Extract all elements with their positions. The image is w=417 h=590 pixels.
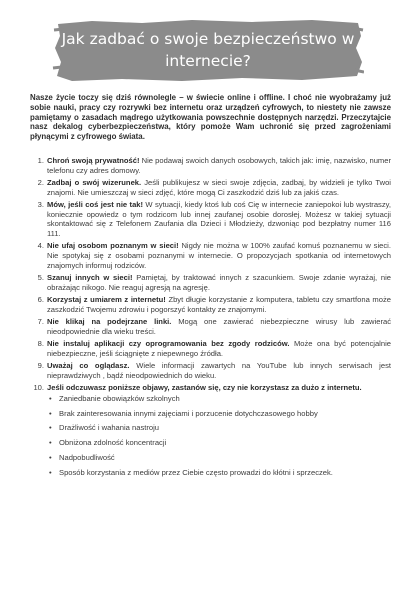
rule-text: Wiele informacji zawartych na YouTube lub innych serwisach jest nieprawdziwych , bądź nieodpowiednich do wieku. (47, 361, 391, 380)
rules-list (30, 156, 391, 483)
rule-text: Pamiętaj, by traktować innych z szacunkiem. Swoje zdanie wyrażaj, nie obrażając nikogo. Nie reaguj agresją na agresję. (47, 273, 391, 292)
title-banner (52, 18, 364, 84)
bullet-icon: • (49, 467, 52, 477)
rule-number: 3. (37, 200, 44, 209)
symptom-text: Obniżona zdolność koncentracji (59, 438, 167, 448)
rule-text: Jeśli publikujesz w sieci swoje zdjęcia, zadbaj, by widzieli je tylko Twoi znajomi. Nie umieszczaj w sieci zdjęć, które mogą Ci zaszkodzić dziś lub za jakiś czas. (47, 178, 391, 197)
rule-lead: Nie instaluj aplikacji czy oprogramowania bez zgody rodziców. (47, 339, 290, 349)
symptom-item (47, 409, 391, 419)
page-title (52, 28, 364, 72)
rule-text: Nigdy nie można w 100% zaufać komuś poznanemu w sieci. Nie spotykaj się z osobami poznanymi w internecie. O propozycjach spotkania od internetowych znajomych informuj rodziców. (47, 241, 391, 270)
rule-item (30, 178, 391, 197)
rule-item (30, 273, 391, 292)
rule-text: Może ona być potencjalnie niebezpieczne, jeśli ściągnięte z niepewnego źródła. (47, 339, 391, 358)
rule-item (30, 156, 391, 175)
rule-number: 1. (37, 156, 44, 165)
intro-paragraph: Nasze życie toczy się dziś równolegle – w świecie online i offline. I choć nie wyobrażamy już sobie nauki, pracy czy rozrywki bez internetu oraz urządzeń cyfrowych, to niestety nie zawsze pamiętamy o zasadach mądrego użytkowania powszechnie dostępnych narzędzi. Przeczytajcie nasz dekalog cyberbezpieczeństwa, który pomoże Wam uchronić się przed zagrożeniami płynącymi z cyfrowego świata. (30, 93, 391, 142)
rule-item (30, 383, 391, 477)
symptom-text: Zaniedbanie obowiązków szkolnych (59, 393, 180, 403)
rule-item (30, 241, 391, 270)
rule-text: W sytuacji, kiedy ktoś lub coś Cię w internecie zaniepokoi lub wystraszy, koniecznie opowiedz o tym rodzicom lub innej zaufanej osobie dorosłej. Możesz w takiej sytuacji skontaktować się z Telefonem Zaufania dla Dzieci i Młodzieży, dzwoniąc pod bezpłatny numer 116 111. (47, 200, 391, 239)
title-line-2: internecie? (165, 52, 251, 70)
rule-text: Zbyt długie korzystanie z komputera, tabletu czy smartfona może zaszkodzić Twojemu zdrowiu i pogorszyć kontakty ze znajomymi. (47, 295, 391, 314)
bullet-icon: • (49, 393, 52, 403)
bullet-icon: • (49, 408, 52, 418)
symptom-text: Nadpobudliwość (59, 453, 115, 462)
rule-lead: Nie klikaj na podejrzane linki. (47, 317, 172, 327)
symptom-text: Brak zainteresowania innymi zajęciami i porzucenie dotychczasowego hobby (59, 408, 318, 418)
rule-number: 5. (37, 273, 44, 283)
rule-lead: Chroń swoją prywatność! (47, 156, 140, 165)
rule-number: 6. (37, 295, 44, 305)
rule-lead: Zadbaj o swój wizerunek. (47, 178, 142, 187)
rule-lead: Szanuj innych w sieci! (47, 273, 133, 283)
bullet-icon: • (49, 423, 52, 433)
rule-text: Mogą one zawierać niebezpieczne wirusy lub zawierać nieodpowiednie dla wieku treści. (47, 317, 391, 336)
symptom-item (47, 453, 391, 463)
rule-number: 4. (37, 241, 44, 251)
symptoms-list (47, 394, 391, 477)
title-line-1: Jak zadbać o swoje bezpieczeństwo w (61, 30, 355, 48)
symptom-item (47, 394, 391, 404)
rule-item (30, 200, 391, 239)
rule-lead: Nie ufaj osobom poznanym w sieci! (47, 241, 179, 251)
bullet-icon: • (49, 438, 52, 448)
rule-item (30, 295, 391, 314)
symptom-text: Sposób korzystania z mediów przez Ciebie często prowadzi do kłótni i sprzeczek. (59, 467, 333, 477)
rule-item (30, 317, 391, 336)
rule-lead: Korzystaj z umiarem z internetu! (47, 295, 166, 305)
rule-lead: Uważaj co oglądasz. (47, 361, 130, 371)
rule-number: 7. (37, 317, 44, 327)
rule-item (30, 361, 391, 380)
rule-item (30, 339, 391, 358)
symptom-item (47, 468, 391, 478)
rule-lead: Mów, jeśli coś jest nie tak! (47, 200, 144, 209)
rule-number: 2. (37, 178, 44, 187)
rule-number: 9. (37, 361, 44, 371)
rule-number: 10. (33, 383, 44, 393)
symptom-text: Drażliwość i wahania nastroju (59, 423, 160, 433)
rule-text: Nie podawaj swoich danych osobowych, takich jak: imię, nazwisko, numer telefonu czy adres domowy. (47, 156, 391, 175)
bullet-icon: • (49, 453, 52, 462)
rule-number: 8. (37, 339, 44, 349)
symptom-item (47, 423, 391, 433)
symptom-item (47, 438, 391, 448)
rule-lead: Jeśli odczuwasz poniższe objawy, zastanów się, czy nie korzystasz za dużo z internetu. (47, 383, 362, 393)
